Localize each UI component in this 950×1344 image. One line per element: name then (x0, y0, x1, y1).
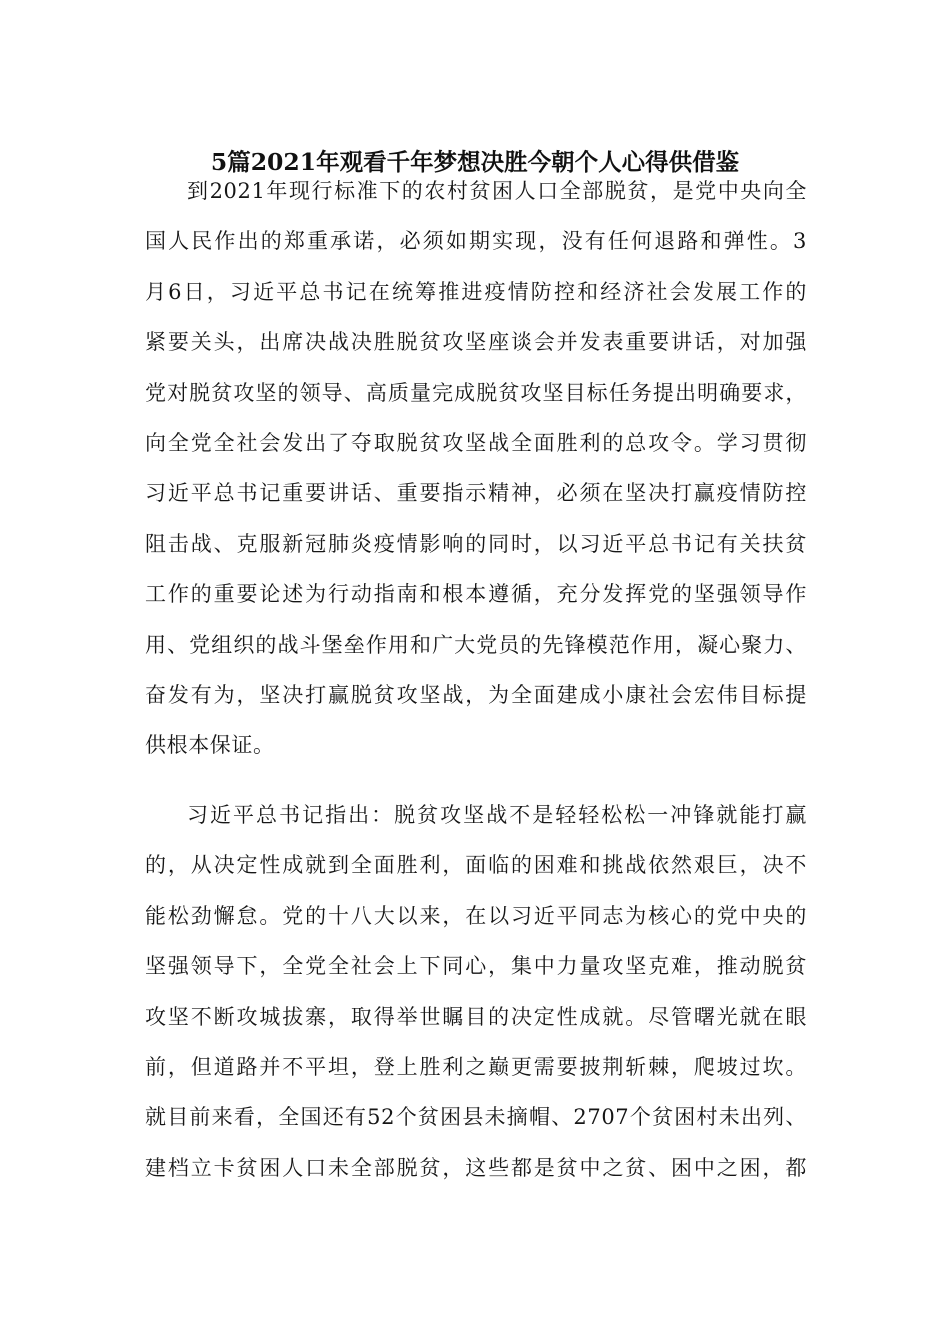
paragraph-line: 国人民作出的郑重承诺，必须如期实现，没有任何退路和弹性。3 (145, 229, 807, 254)
paragraph-line: 习近平总书记指出：脱贫攻坚战不是轻轻松松一冲锋就能打赢 (187, 803, 807, 827)
paragraph-line: 就目前来看，全国还有52个贫困县未摘帽、2707个贫困村未出列、 (145, 1105, 807, 1130)
paragraph-line: 用、党组织的战斗堡垒作用和广大党员的先锋模范作用，凝心聚力、 (145, 632, 807, 657)
paragraph-line: 习近平总书记重要讲话、重要指示精神，必须在坚决打赢疫情防控 (145, 481, 807, 506)
paragraph-line: 紧要关头，出席决战决胜脱贫攻坚座谈会并发表重要讲话，对加强 (145, 330, 807, 355)
paragraph-line: 的，从决定性成就到全面胜利，面临的困难和挑战依然艰巨，决不 (145, 853, 807, 878)
paragraph-line: 坚强领导下，全党全社会上下同心，集中力量攻坚克难，推动脱贫 (145, 954, 807, 979)
document-title: 5篇2021年观看千年梦想决胜今朝个人心得供借鉴 (210, 148, 740, 176)
paragraph-line: 供根本保证。 (145, 733, 275, 758)
paragraph-line: 攻坚不断攻城拔寨，取得举世瞩目的决定性成就。尽管曙光就在眼 (145, 1004, 807, 1029)
paragraph-line: 阻击战、克服新冠肺炎疫情影响的同时，以习近平总书记有关扶贫 (145, 531, 807, 556)
paragraph-line: 月6日，习近平总书记在统筹推进疫情防控和经济社会发展工作的 (145, 279, 807, 304)
paragraph-line: 建档立卡贫困人口未全部脱贫，这些都是贫中之贫、困中之困，都 (145, 1155, 807, 1180)
paragraph-line: 前，但道路并不平坦，登上胜利之巅更需要披荆斩棘，爬坡过坎。 (145, 1054, 807, 1079)
paragraph-line: 党对脱贫攻坚的领导、高质量完成脱贫攻坚目标任务提出明确要求， (145, 380, 807, 405)
paragraph-2 (145, 790, 807, 1193)
paragraph-1 (145, 166, 807, 771)
paragraph-line: 能松劲懈怠。党的十八大以来，在以习近平同志为核心的党中央的 (145, 903, 807, 928)
paragraph-line: 到2021年现行标准下的农村贫困人口全部脱贫，是党中央向全 (187, 179, 807, 203)
paragraph-line: 工作的重要论述为行动指南和根本遵循，充分发挥党的坚强领导作 (145, 582, 807, 607)
paragraph-line: 奋发有为，坚决打赢脱贫攻坚战，为全面建成小康社会宏伟目标提 (145, 682, 807, 707)
paragraph-line: 向全党全社会发出了夺取脱贫攻坚战全面胜利的总攻令。学习贯彻 (145, 430, 807, 455)
